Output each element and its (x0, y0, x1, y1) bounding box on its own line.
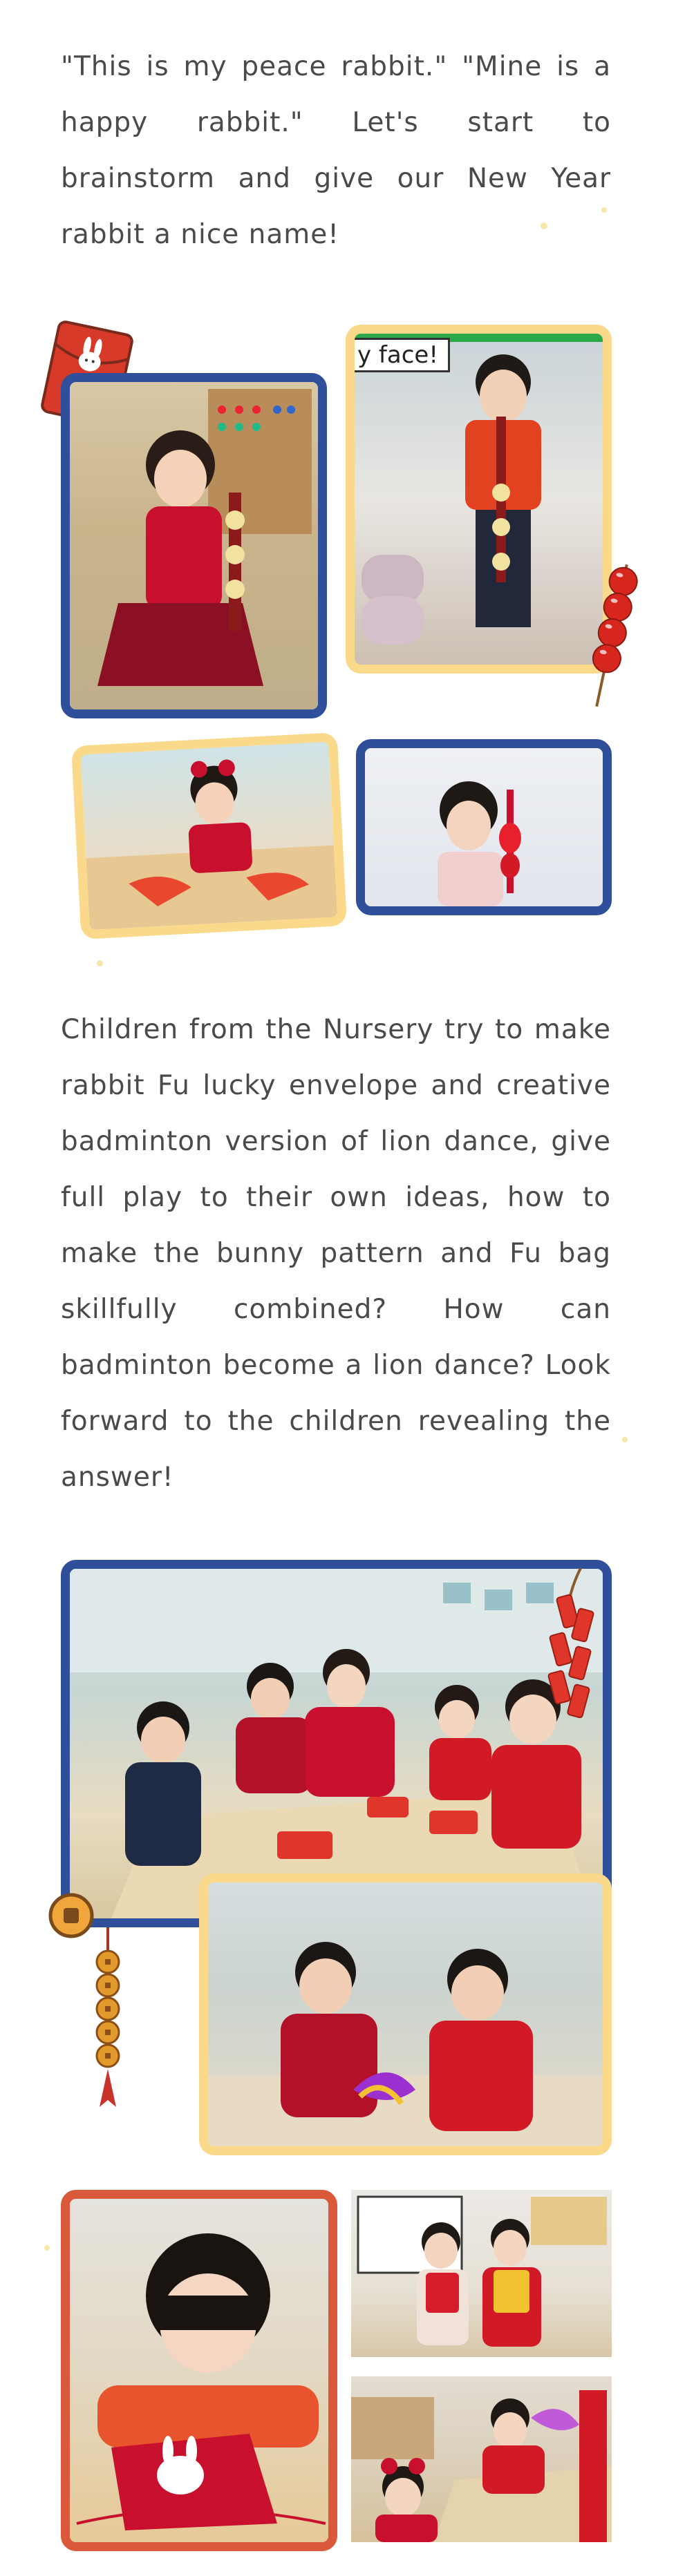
photo-girl-holding-rabbit (356, 739, 612, 915)
photo-children-rabbit-crafts (351, 2190, 612, 2357)
face-sign (355, 338, 450, 372)
firecrackers-icon (532, 1568, 608, 1748)
photo-girl-rabbit-craft (71, 732, 347, 939)
intro-paragraph: "This is my peace rabbit." "Mine is a happy rabbit." Let's start to brainstorm and give our New Year rabbit a nice name! (61, 51, 611, 250)
confetti-dot (622, 1437, 628, 1442)
face-sign-text: y face! (357, 341, 438, 369)
photo-children-craft-table (351, 2376, 612, 2542)
nursery-paragraph: Children from the Nursery try to make rabbit Fu lucky envelope and creative badminton version of lion dance, give full play to their own ideas, how to make the bunny pattern and Fu bag skillfully combined? How can badminton become a lion dance? Look forward to the children revealing the answer! (61, 1014, 611, 1493)
confetti-dot (97, 960, 103, 966)
photo-boys-with-craft (199, 1873, 612, 2155)
photo-children-at-table (61, 1560, 612, 1927)
hanging-coins-icon (87, 1927, 129, 2114)
confetti-dot (44, 2245, 50, 2251)
photo-boy-with-sign (346, 325, 612, 674)
photo-girl-red-dress (61, 373, 327, 718)
photo-girl-rabbit-felt (61, 2190, 337, 2551)
